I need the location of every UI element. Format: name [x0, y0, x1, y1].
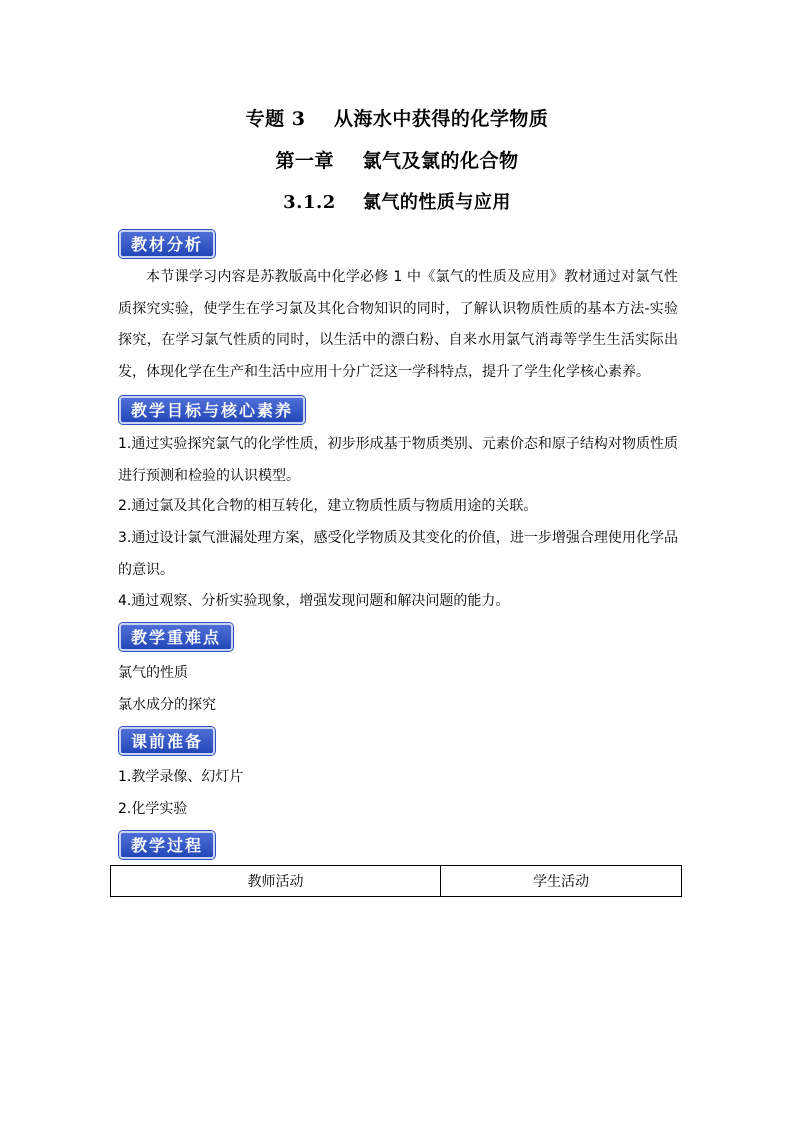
process-table: [110, 865, 682, 897]
goal-item-1: 1.通过实验探究氯气的化学性质，初步形成基于物质类别、元素价态和原子结构对物质性质进行预测和检验的认识模型。: [118, 436, 678, 484]
section-label-process: 教学过程: [119, 831, 215, 859]
chapter-title: 第一章 氯气及氯的化合物: [275, 150, 519, 172]
table-header-student: 学生活动: [441, 866, 682, 897]
key-point-item-2: 氯水成分的探究: [118, 697, 216, 713]
analysis-paragraph: 本节课学习内容是苏教版高中化学必修 1 中《氯气的性质及应用》教材通过对氯气性质探究实验，使学生在学习氯及其化合物知识的同时，了解认识物质性质的基本方法-实验探究，在学习氯气性质的同时，以生活中的漂白粉、自来水用氯气消毒等学生生活实际出发，体现化学在生产和生活中应用十分广泛这一学科特点，提升了学生化学核心素养。: [118, 269, 678, 380]
key-point-item-1: 氯气的性质: [118, 665, 188, 681]
preparation-item-2: 2.化学实验: [118, 801, 188, 817]
goal-item-2: 2.通过氯及其化合物的相互转化，建立物质性质与物质用途的关联。: [118, 498, 538, 514]
preparation-item-1: 1.教学录像、幻灯片: [118, 769, 244, 785]
section-label-goals: 教学目标与核心素养: [119, 396, 305, 424]
document-title: 专题 3 从海水中获得的化学物质: [245, 108, 549, 130]
table-header-teacher: 教师活动: [111, 866, 441, 897]
section-label-preparation: 课前准备: [119, 727, 215, 755]
goal-item-3: 3.通过设计氯气泄漏处理方案，感受化学物质及其变化的价值，进一步增强合理使用化学品的意识。: [118, 530, 678, 578]
table-header-row: [111, 866, 682, 897]
section-label-analysis: 教材分析: [119, 230, 215, 258]
lesson-title: 3.1.2 氯气的性质与应用: [283, 192, 511, 213]
section-label-key-points: 教学重难点: [119, 623, 233, 651]
goal-item-4: 4.通过观察、分析实验现象，增强发现问题和解决问题的能力。: [118, 593, 510, 609]
